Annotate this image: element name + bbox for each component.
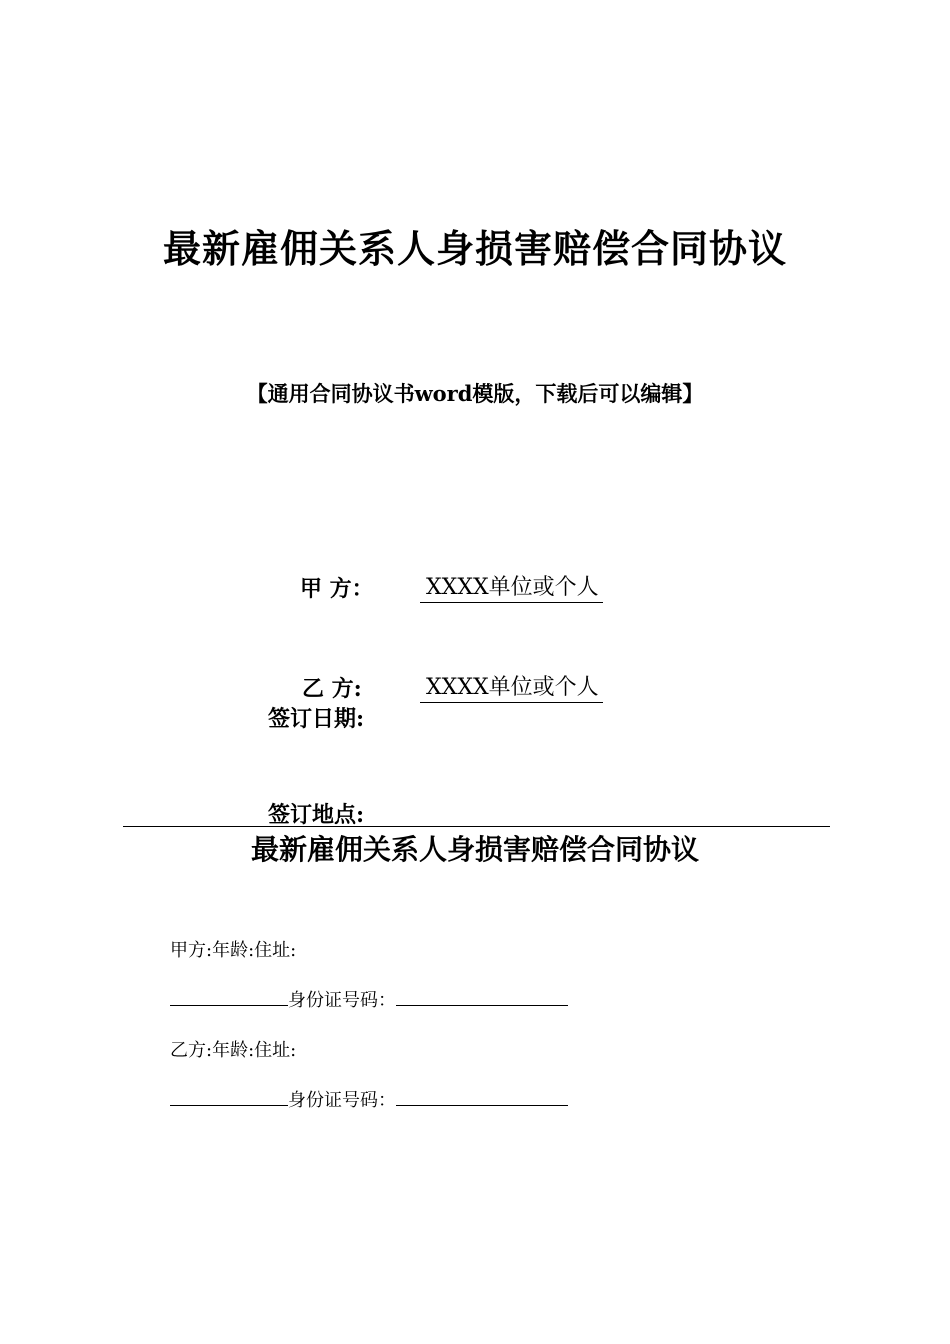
party-b-value: XXXX单位或个人 bbox=[420, 670, 603, 703]
sign-date-label: 签订日期: bbox=[268, 706, 365, 732]
party-a-id-line bbox=[170, 986, 568, 1012]
party-a-value: XXXX单位或个人 bbox=[420, 570, 603, 603]
party-b-name-blank bbox=[170, 1087, 288, 1106]
party-a-label: 甲 方： bbox=[300, 576, 374, 602]
party-a-name-blank bbox=[170, 987, 288, 1006]
contract-title: 最新雇佣关系人身损害赔偿合同协议 bbox=[250, 833, 699, 866]
party-a-info-line: 甲方:年龄:住址: bbox=[170, 940, 297, 961]
party-b-label: 乙 方: bbox=[302, 676, 362, 702]
party-b-id-label: 身份证号码： bbox=[288, 1090, 396, 1111]
party-b-info-line: 乙方:年龄:住址: bbox=[170, 1040, 297, 1061]
party-b-id-blank bbox=[396, 1087, 568, 1106]
party-a-id-label: 身份证号码： bbox=[288, 990, 396, 1011]
sign-place-label: 签订地点: bbox=[268, 802, 365, 828]
cover-subtitle: 【通用合同协议书word模版，下载后可以编辑】 bbox=[246, 381, 704, 406]
section-divider bbox=[123, 826, 830, 827]
party-b-id-line bbox=[170, 1086, 568, 1112]
party-a-id-blank bbox=[396, 987, 568, 1006]
cover-title: 最新雇佣关系人身损害赔偿合同协议 bbox=[162, 226, 787, 271]
